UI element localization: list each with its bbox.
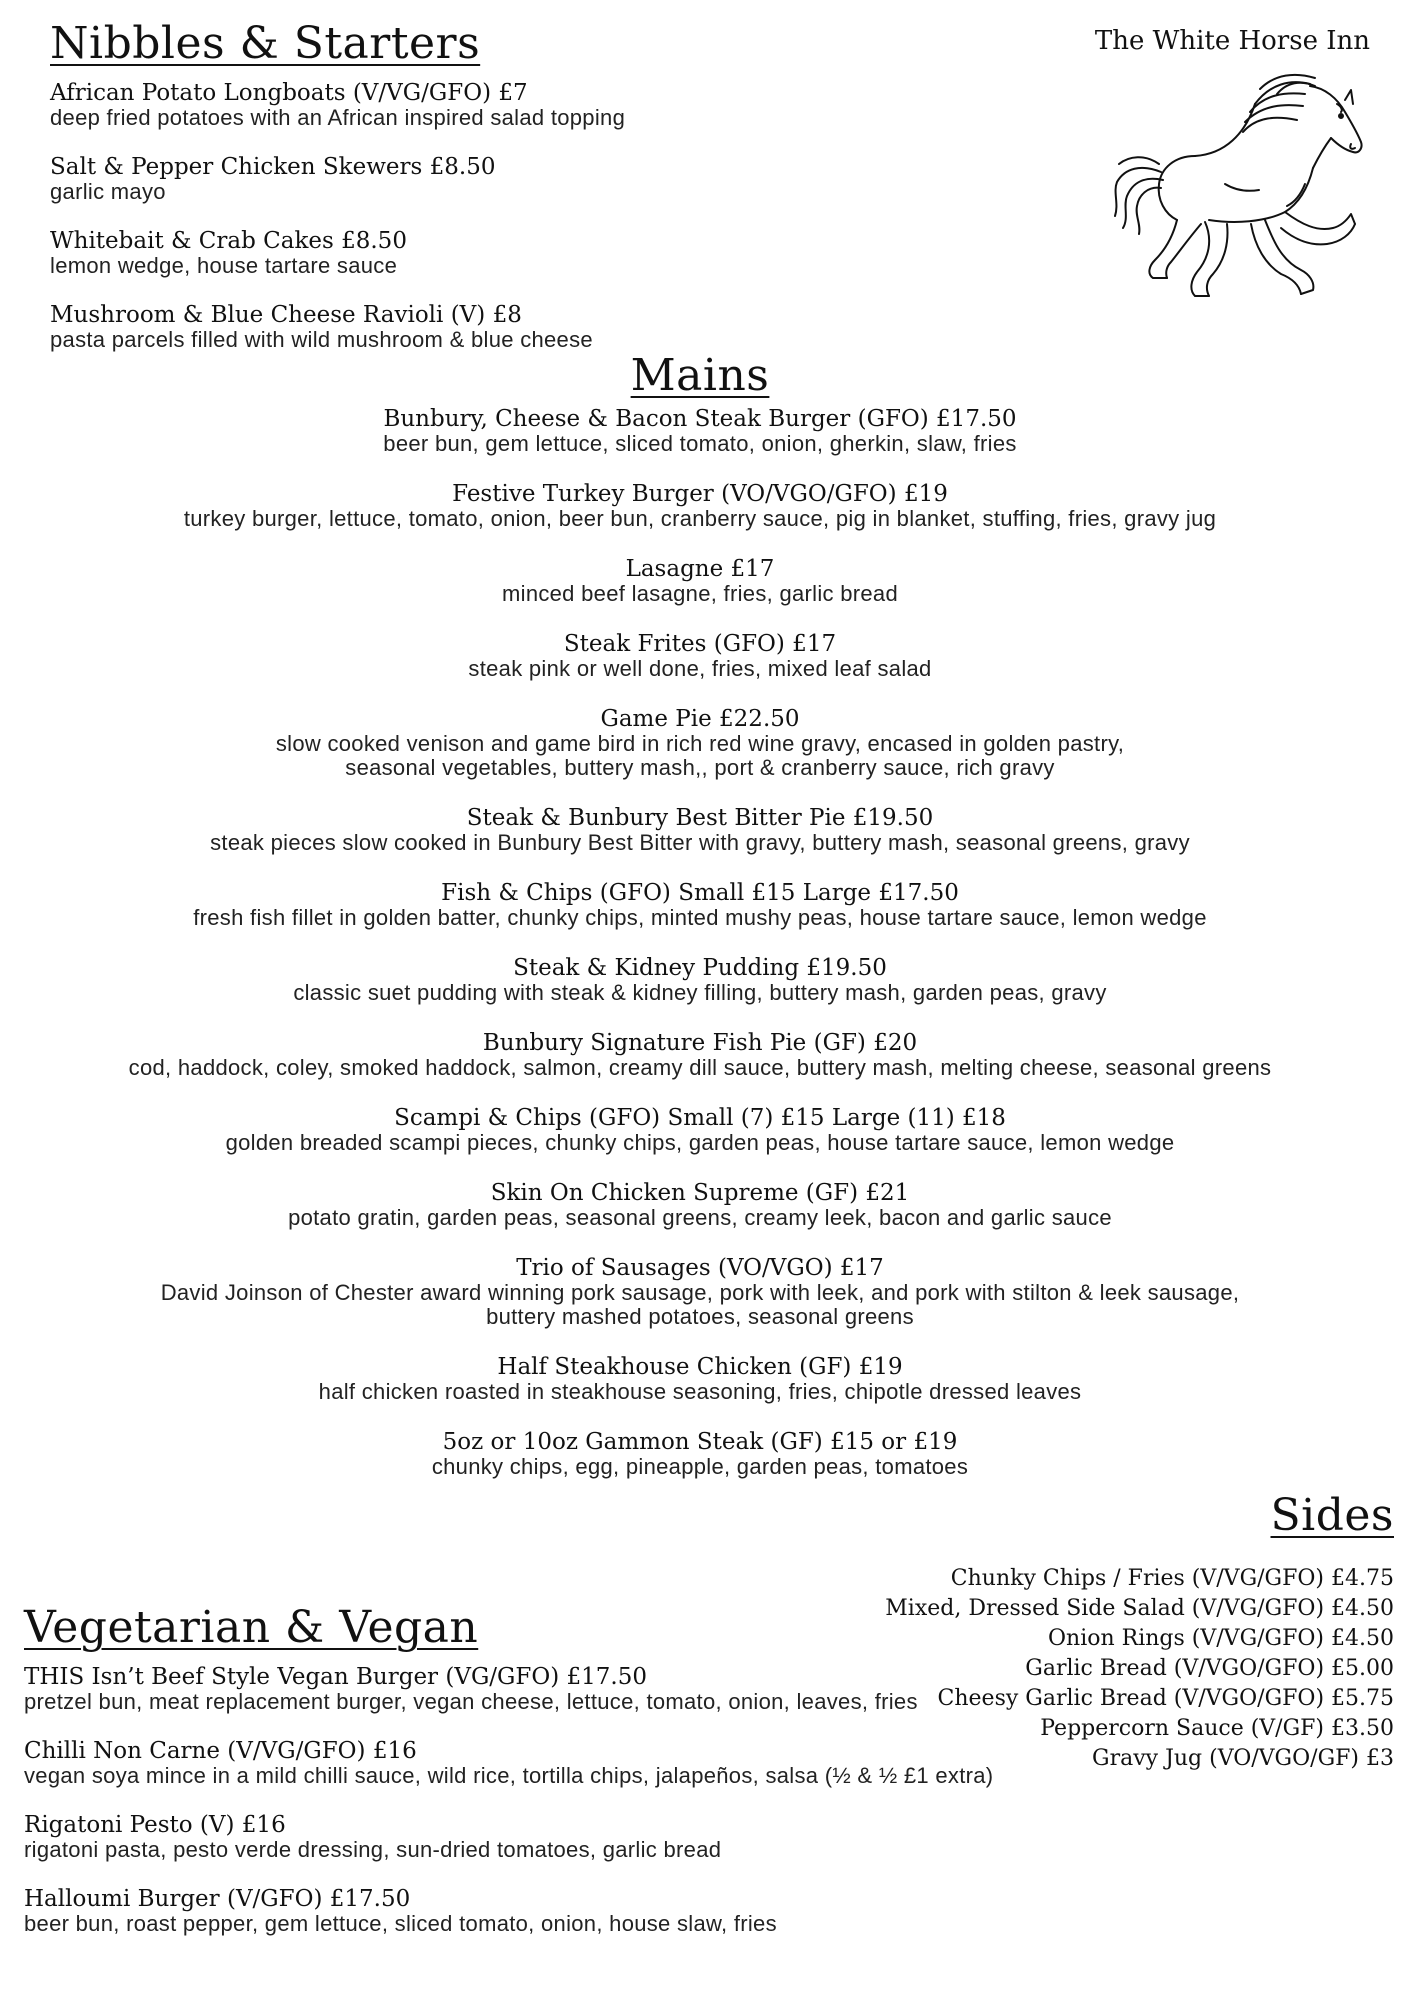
item-description: half chicken roasted in steakhouse seasoning, fries, chipotle dressed leaves bbox=[318, 1379, 1082, 1404]
item-description: steak pieces slow cooked in Bunbury Best Bitter with gravy, buttery mash, seasonal greens, gravy bbox=[210, 830, 1190, 855]
item-name: Chilli Non Carne (V/VG/GFO) £16 bbox=[24, 1738, 417, 1764]
item-name: Skin On Chicken Supreme (GF) £21 bbox=[490, 1180, 910, 1206]
menu-item bbox=[24, 1664, 1074, 1714]
item-description-line-2: seasonal vegetables, buttery mash,, port & cranberry sauce, rich gravy bbox=[345, 755, 1055, 780]
item-description-line-2: buttery mashed potatoes, seasonal greens bbox=[486, 1304, 914, 1329]
item-name: Scampi & Chips (GFO) Small (7) £15 Large (11) £18 bbox=[394, 1105, 1006, 1131]
item-name: Salt & Pepper Chicken Skewers £8.50 bbox=[50, 154, 496, 180]
menu-item bbox=[50, 228, 810, 278]
menu-item bbox=[50, 302, 810, 352]
item-name: Bunbury, Cheese & Bacon Steak Burger (GFO) £17.50 bbox=[383, 406, 1017, 432]
item-description: minced beef lasagne, fries, garlic bread bbox=[502, 581, 898, 606]
item-description: turkey burger, lettuce, tomato, onion, beer bun, cranberry sauce, pig in blanket, stuffing, fries, gravy jug bbox=[183, 506, 1217, 531]
brand-name: The White Horse Inn bbox=[1094, 26, 1370, 56]
menu-item bbox=[80, 1030, 1320, 1080]
menu-item bbox=[80, 1255, 1320, 1329]
menu-item bbox=[50, 154, 810, 204]
item-name: Whitebait & Crab Cakes £8.50 bbox=[50, 228, 407, 254]
section-title-starters: Nibbles & Starters bbox=[50, 18, 481, 69]
menu-item bbox=[50, 80, 810, 130]
item-description: beer bun, gem lettuce, sliced tomato, onion, gherkin, slaw, fries bbox=[383, 431, 1017, 456]
item-description: pasta parcels filled with wild mushroom & blue cheese bbox=[50, 327, 593, 352]
menu-item bbox=[80, 1354, 1320, 1404]
menu-item bbox=[80, 1429, 1320, 1479]
item-name: Lasagne £17 bbox=[625, 556, 775, 582]
mains-section bbox=[80, 350, 1320, 1504]
menu-item bbox=[80, 805, 1320, 855]
item-name: Rigatoni Pesto (V) £16 bbox=[24, 1812, 286, 1838]
item-description: steak pink or well done, fries, mixed leaf salad bbox=[468, 656, 932, 681]
item-description: deep fried potatoes with an African inspired salad topping bbox=[50, 105, 626, 130]
item-name: Bunbury Signature Fish Pie (GF) £20 bbox=[482, 1030, 918, 1056]
menu-item bbox=[80, 1180, 1320, 1230]
side-item: Chunky Chips / Fries (V/VG/GFO) £4.75 bbox=[950, 1566, 1394, 1591]
section-title-veg: Vegetarian & Vegan bbox=[24, 1602, 479, 1653]
item-description: beer bun, roast pepper, gem lettuce, sliced tomato, onion, house slaw, fries bbox=[24, 1911, 777, 1936]
item-description: David Joinson of Chester award winning pork sausage, pork with leek, and pork with stilton & leek sausage, bbox=[160, 1280, 1240, 1305]
menu-item bbox=[80, 880, 1320, 930]
menu-item bbox=[80, 481, 1320, 531]
item-description: rigatoni pasta, pesto verde dressing, sun-dried tomatoes, garlic bread bbox=[24, 1837, 722, 1862]
menu-item bbox=[80, 706, 1320, 780]
section-title-sides: Sides bbox=[1270, 1490, 1394, 1541]
item-description: fresh fish fillet in golden batter, chunky chips, minted mushy peas, house tartare sauce, lemon wedge bbox=[193, 905, 1207, 930]
side-item: Garlic Bread (V/VGO/GFO) £5.00 bbox=[1025, 1656, 1394, 1681]
menu-item bbox=[80, 631, 1320, 681]
menu-item bbox=[80, 1105, 1320, 1155]
item-name: Halloumi Burger (V/GFO) £17.50 bbox=[24, 1886, 411, 1912]
item-name: African Potato Longboats (V/VG/GFO) £7 bbox=[50, 80, 528, 106]
item-description: vegan soya mince in a mild chilli sauce, wild rice, tortilla chips, jalapeños, salsa (½ & ½ £1 extra) bbox=[24, 1763, 994, 1788]
item-description: cod, haddock, coley, smoked haddock, salmon, creamy dill sauce, buttery mash, melting cheese, seasonal greens bbox=[128, 1055, 1272, 1080]
veg-list bbox=[24, 1664, 1074, 1936]
item-name: Steak & Kidney Pudding £19.50 bbox=[513, 955, 887, 981]
menu-item bbox=[24, 1738, 1074, 1788]
item-description: pretzel bun, meat replacement burger, vegan cheese, lettuce, tomato, onion, leaves, fries bbox=[24, 1689, 918, 1714]
menu-item bbox=[24, 1886, 1074, 1936]
item-description: classic suet pudding with steak & kidney filling, buttery mash, garden peas, gravy bbox=[293, 980, 1107, 1005]
brand-block bbox=[1090, 26, 1390, 314]
side-item: Gravy Jug (VO/VGO/GF) £3 bbox=[1092, 1746, 1394, 1771]
item-name: 5oz or 10oz Gammon Steak (GF) £15 or £19 bbox=[442, 1429, 958, 1455]
side-item: Mixed, Dressed Side Salad (V/VG/GFO) £4.50 bbox=[885, 1596, 1394, 1621]
starters-section bbox=[50, 18, 810, 376]
item-description: slow cooked venison and game bird in rich red wine gravy, encased in golden pastry, bbox=[275, 731, 1125, 756]
item-description: golden breaded scampi pieces, chunky chips, garden peas, house tartare sauce, lemon wedge bbox=[225, 1130, 1175, 1155]
veg-section bbox=[24, 1602, 1074, 1960]
item-name: Game Pie £22.50 bbox=[600, 706, 800, 732]
item-name: Steak & Bunbury Best Bitter Pie £19.50 bbox=[466, 805, 934, 831]
item-name: Half Steakhouse Chicken (GF) £19 bbox=[497, 1354, 903, 1380]
menu-item bbox=[80, 955, 1320, 1005]
item-description: lemon wedge, house tartare sauce bbox=[50, 253, 398, 278]
item-name: Steak Frites (GFO) £17 bbox=[563, 631, 837, 657]
section-title-mains: Mains bbox=[630, 350, 770, 401]
side-item: Cheesy Garlic Bread (V/VGO/GFO) £5.75 bbox=[937, 1686, 1394, 1711]
starters-list bbox=[50, 80, 810, 352]
item-name: Fish & Chips (GFO) Small £15 Large £17.50 bbox=[441, 880, 959, 906]
item-name: Trio of Sausages (VO/VGO) £17 bbox=[516, 1255, 884, 1281]
item-description: potato gratin, garden peas, seasonal greens, creamy leek, bacon and garlic sauce bbox=[288, 1205, 1112, 1230]
menu-item bbox=[80, 406, 1320, 456]
menu-item bbox=[24, 1812, 1074, 1862]
item-description: chunky chips, egg, pineapple, garden peas, tomatoes bbox=[431, 1454, 969, 1479]
side-item: Peppercorn Sauce (V/GF) £3.50 bbox=[1040, 1716, 1394, 1741]
item-name: THIS Isn’t Beef Style Vegan Burger (VG/GFO) £17.50 bbox=[24, 1664, 648, 1690]
menu-item bbox=[80, 556, 1320, 606]
item-name: Festive Turkey Burger (VO/VGO/GFO) £19 bbox=[452, 481, 948, 507]
item-name: Mushroom & Blue Cheese Ravioli (V) £8 bbox=[50, 302, 522, 328]
side-item: Onion Rings (V/VG/GFO) £4.50 bbox=[1048, 1626, 1394, 1651]
item-description: garlic mayo bbox=[50, 179, 166, 204]
horse-icon bbox=[1105, 64, 1375, 314]
